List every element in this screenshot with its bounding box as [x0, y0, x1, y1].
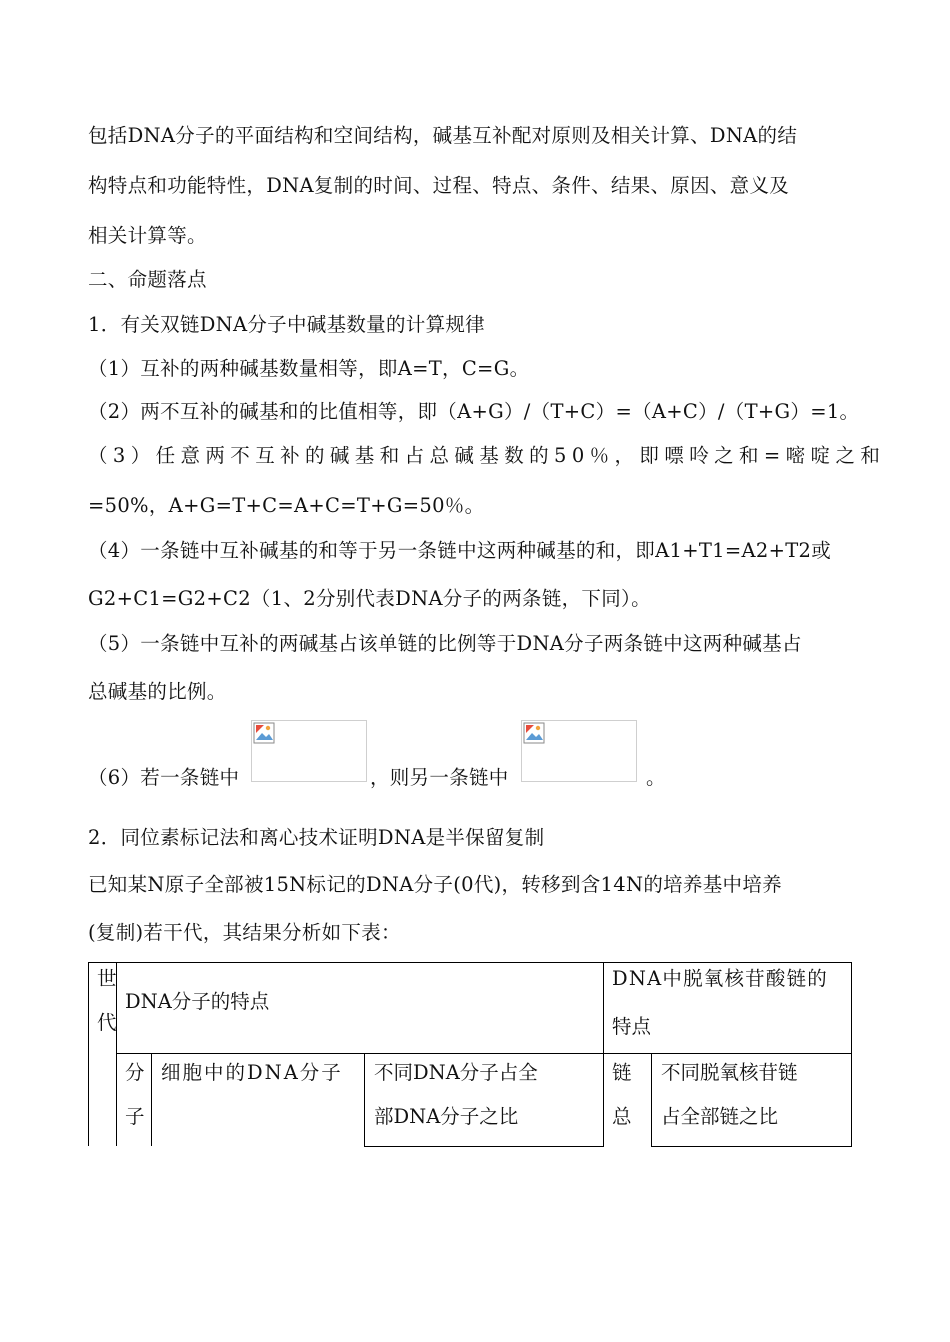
section-heading: 二、命题落点	[88, 268, 207, 291]
subheader-chain-total-2: 总	[612, 1105, 632, 1128]
subheader-chain-ratio-2: 占全部链之比	[661, 1105, 779, 1128]
broken-image-icon	[253, 722, 275, 744]
rule1-item-6-part-a: （6）若一条链中	[88, 766, 240, 789]
subheader-dna-ratio-1: 不同DNA分子占全	[374, 1061, 538, 1084]
rule1-item-2: （2）两不互补的碱基和的比值相等，即（A+G）/（T+C）=（A+C）/（T+G）=1。	[88, 400, 860, 423]
header-generation-1: 世	[97, 967, 117, 990]
rule1-item-4-line-2: G2+C1=G2+C2（1、2分别代表DNA分子的两条链，下同）。	[88, 587, 651, 610]
subheader-dna-ratio-2: 部DNA分子之比	[374, 1105, 519, 1128]
rule2-title: 2．同位素标记法和离心技术证明DNA是半保留复制	[88, 826, 545, 849]
rule2-intro-line-2: (复制)若干代，其结果分析如下表：	[88, 921, 401, 944]
intro-paragraph-line-1: 包括DNA分子的平面结构和空间结构，碱基互补配对原则及相关计算、DNA的结	[88, 124, 798, 147]
rule1-item-6-part-c: 。	[646, 766, 666, 789]
rule2-intro-line-1: 已知某N原子全部被15N标记的DNA分子(0代)，转移到含14N的培养基中培养	[88, 873, 782, 896]
formula-image-1	[251, 720, 367, 782]
intro-paragraph-line-3: 相关计算等。	[88, 224, 207, 247]
rule1-item-5-line-1: （5）一条链中互补的两碱基占该单链的比例等于DNA分子两条链中这两种碱基占	[88, 632, 802, 655]
intro-paragraph-line-2: 构特点和功能特性，DNA复制的时间、过程、特点、条件、结果、原因、意义及	[88, 174, 790, 197]
subheader-molecule-2: 子	[125, 1105, 145, 1128]
header-dna-features: DNA分子的特点	[125, 990, 270, 1013]
header-generation-2: 代	[97, 1011, 117, 1034]
rule1-item-3-line-1: （3）任意两不互补的碱基和占总碱基数的50％，即嘌呤之和=嘧啶之和	[88, 444, 886, 467]
subheader-molecule-1: 分	[125, 1061, 145, 1084]
rule1-item-4-line-1: （4）一条链中互补碱基的和等于另一条链中这两种碱基的和，即A1+T1=A2+T2或	[88, 539, 832, 562]
rule1-item-5-line-2: 总碱基的比例。	[88, 680, 227, 703]
rule1-item-1: （1）互补的两种碱基数量相等，即A=T，C=G。	[88, 357, 530, 380]
rule1-title: 1．有关双链DNA分子中碱基数量的计算规律	[88, 313, 485, 336]
subheader-dna-in-cell: 细胞中的DNA分子	[161, 1061, 343, 1084]
header-chain-features-2: 特点	[612, 1015, 652, 1038]
broken-image-icon	[523, 722, 545, 744]
formula-image-2	[521, 720, 637, 782]
rule1-item-6-part-b: ，则另一条链中	[370, 766, 509, 789]
subheader-chain-total-1: 链	[612, 1061, 632, 1084]
header-chain-features-1: DNA中脱氧核苷酸链的	[612, 967, 828, 990]
rule1-item-3-line-2: =50%，A+G=T+C=A+C=T+G=50％。	[88, 494, 485, 517]
subheader-chain-ratio-1: 不同脱氧核苷链	[661, 1061, 798, 1084]
